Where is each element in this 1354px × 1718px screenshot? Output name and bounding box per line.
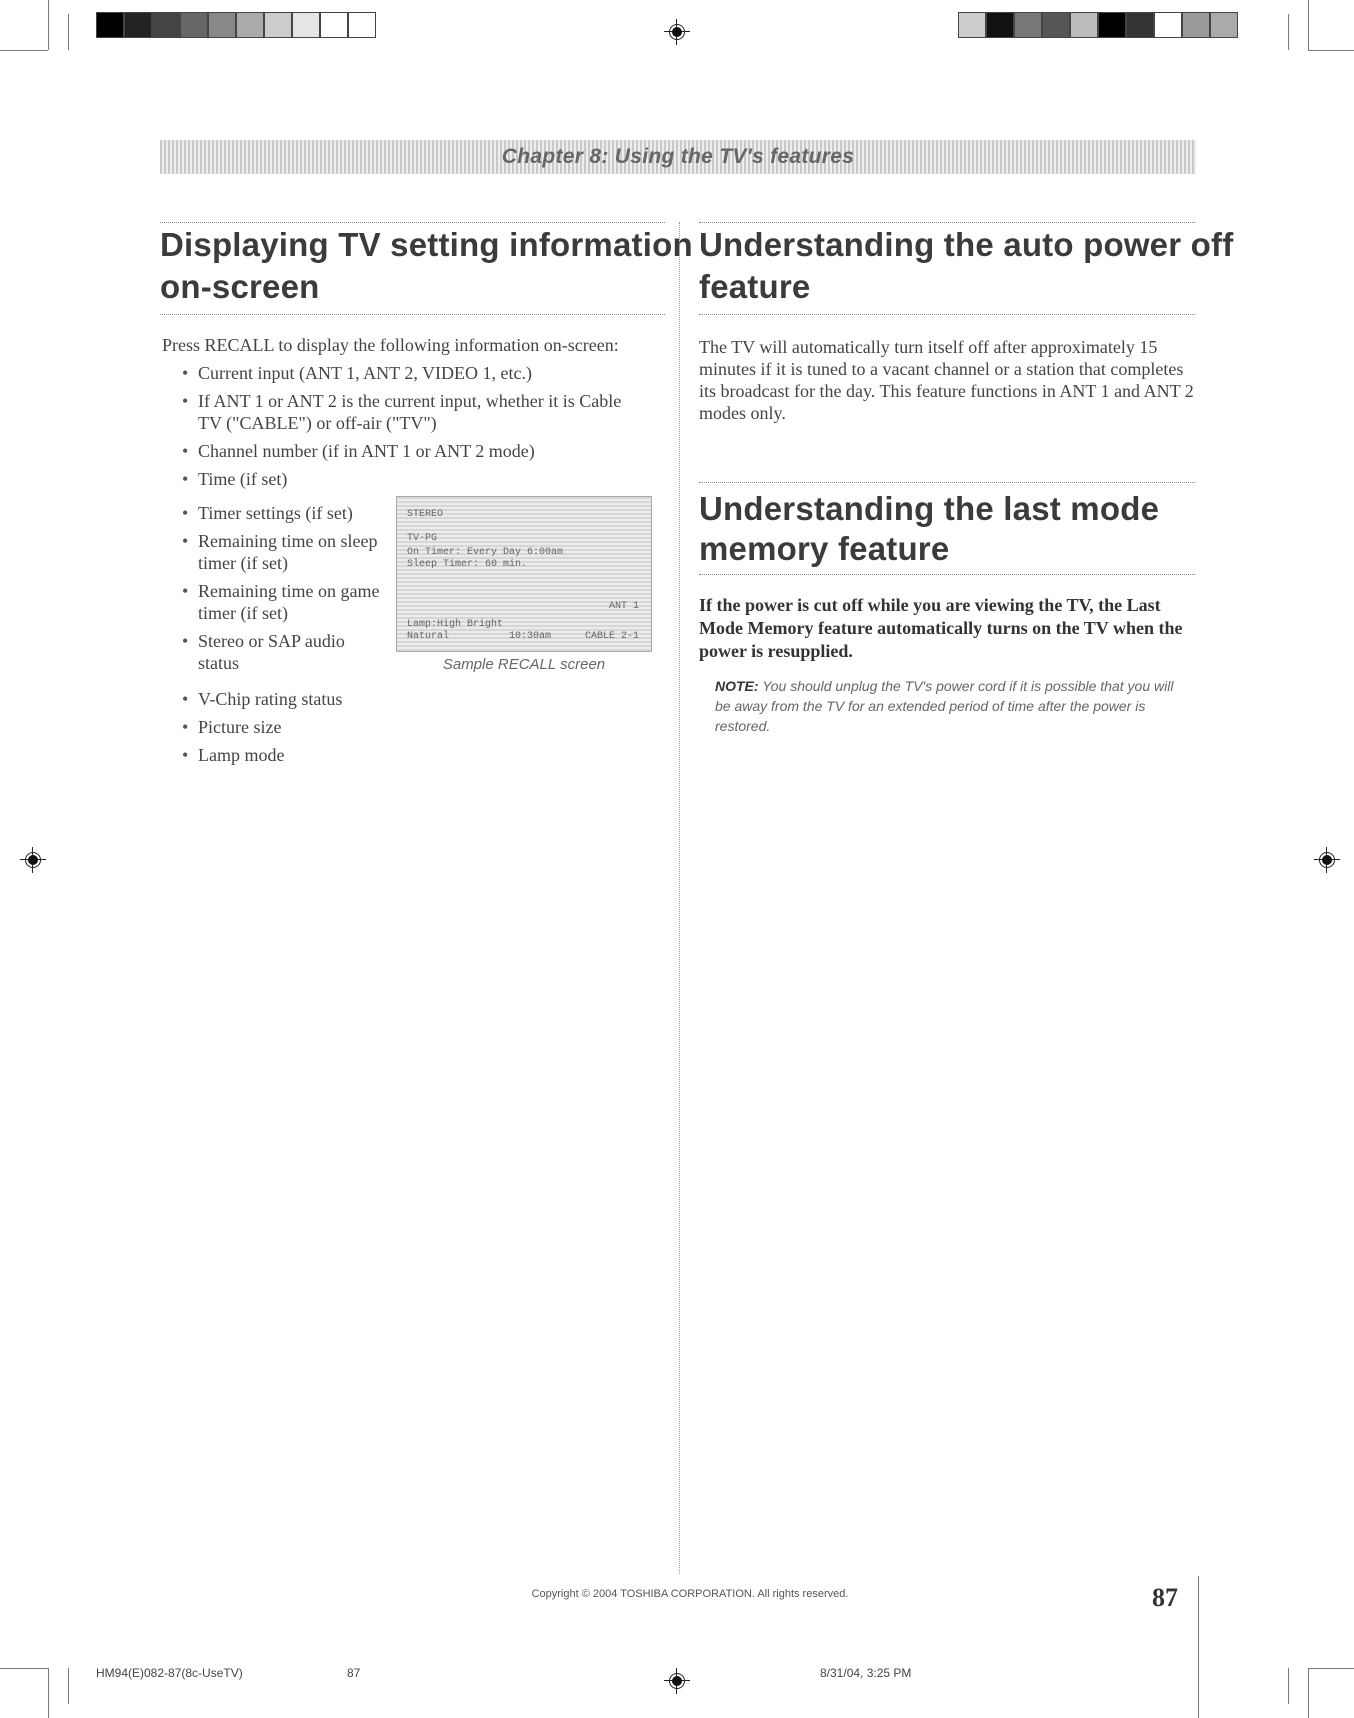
list-item: • If ANT 1 or ANT 2 is the current input, whether it is Cable TV ("CABLE") or off-air ("TV")	[180, 390, 640, 434]
list-item: • V-Chip rating status	[180, 688, 640, 710]
auto-heading-top-rule	[699, 222, 1195, 223]
note-label: NOTE:	[715, 678, 759, 694]
list-item: • Current input (ANT 1, ANT 2, VIDEO 1, etc.)	[180, 362, 640, 384]
screen-channel: CABLE 2-1	[584, 631, 639, 642]
column-divider	[679, 222, 680, 1574]
crop-mark-top-right-v2	[1288, 14, 1289, 50]
left-heading-bottom-rule	[160, 314, 665, 315]
list-item: • Picture size	[180, 716, 640, 738]
list-item: • Channel number (if in ANT 1 or ANT 2 mode)	[180, 440, 640, 462]
crop-mark-top-right-v	[1308, 0, 1309, 50]
left-intro: Press RECALL to display the following information on-screen:	[162, 335, 619, 355]
screen-input: ANT 1	[608, 601, 639, 612]
list-item: • Remaining time on game timer (if set)	[180, 580, 380, 624]
screen-rating: TV-PG	[407, 533, 438, 544]
screen-picture: Natural	[407, 631, 450, 642]
crop-mark-top-left-v	[48, 0, 49, 50]
sample-recall-screen	[396, 496, 652, 652]
auto-power-off-heading-line2: feature	[699, 268, 811, 305]
list-item: • Lamp mode	[180, 744, 640, 766]
registration-mark-left-icon	[20, 847, 46, 873]
list-item: • Timer settings (if set)	[180, 502, 380, 524]
screen-time: 10:30am	[509, 631, 552, 642]
last-mode-heading-line1: Understanding the last mode	[699, 490, 1160, 527]
screen-on-timer: On Timer: Every Day 6:00am	[407, 547, 564, 558]
left-heading-line2: on-screen	[160, 268, 320, 305]
left-bullet-list-bottom	[180, 688, 640, 772]
screen-caption: Sample RECALL screen	[442, 656, 606, 673]
auto-power-off-heading-line1: Understanding the auto power off	[699, 226, 1234, 263]
auto-power-off-body: The TV will automatically turn itself off after approximately 15 minutes if it is tuned to a vacant channel or a station that completes its broadcast for the day. This feature functions in ANT 1 and ANT 2 modes only.	[699, 337, 1194, 423]
memory-heading-bottom-rule	[699, 574, 1195, 575]
chapter-title: Chapter 8: Using the TV's features	[501, 145, 855, 168]
note-text: You should unplug the TV's power cord if it is possible that you will be away from the TV for an extended period of time after the power is restored.	[715, 678, 1174, 734]
left-heading-top-rule	[160, 222, 665, 223]
registration-mark-top-icon	[664, 19, 690, 45]
screen-stereo: STEREO	[407, 509, 444, 520]
crop-mark-top-right-h	[1308, 50, 1354, 51]
left-heading-line1: Displaying TV setting information	[160, 226, 693, 263]
crop-mark-top-left-h	[0, 50, 48, 51]
auto-heading-bottom-rule	[699, 314, 1195, 315]
registration-mark-bottom-icon	[664, 1668, 690, 1694]
crop-mark-bottom-left-v2	[68, 1668, 69, 1704]
crop-mark-bottom-right-h	[1308, 1668, 1354, 1669]
copyright-notice: Copyright © 2004 TOSHIBA CORPORATION. All rights reserved.	[531, 1588, 849, 1600]
registration-mark-right-icon	[1314, 847, 1340, 873]
last-mode-heading-line2: memory feature	[699, 530, 950, 567]
memory-heading-top-rule	[699, 482, 1195, 483]
slug-page: 87	[347, 1666, 361, 1680]
footer-vertical-rule	[1198, 1576, 1199, 1718]
crop-mark-bottom-left-v	[48, 1668, 49, 1718]
grayscale-bar-left	[96, 12, 376, 38]
left-bullet-list-top	[180, 362, 640, 496]
list-item: • Remaining time on sleep timer (if set)	[180, 530, 380, 574]
slug-date: 8/31/04, 3:25 PM	[820, 1666, 912, 1680]
slug-filename: HM94(E)082-87(8c-UseTV)	[96, 1666, 243, 1680]
screen-sleep-timer: Sleep Timer: 60 min.	[407, 559, 528, 570]
screen-lamp: Lamp:High Bright	[407, 619, 504, 630]
left-bullet-list-narrow	[180, 502, 380, 680]
list-item: • Stereo or SAP audio status	[180, 630, 380, 674]
crop-mark-bottom-right-v	[1308, 1668, 1309, 1718]
list-item: • Time (if set)	[180, 468, 640, 490]
last-mode-intro: If the power is cut off while you are viewing the TV, the Last Mode Memory feature automatically turns on the TV when the power is resupplied.	[699, 595, 1183, 661]
crop-mark-bottom-right-v2	[1288, 1668, 1289, 1704]
page-number: 87	[1152, 1583, 1178, 1612]
crop-mark-top-left-v2	[68, 14, 69, 50]
chapter-header-band	[160, 140, 1196, 174]
crop-mark-bottom-left-h	[0, 1668, 48, 1669]
note-block	[715, 676, 1185, 736]
color-bar-right	[958, 12, 1238, 38]
